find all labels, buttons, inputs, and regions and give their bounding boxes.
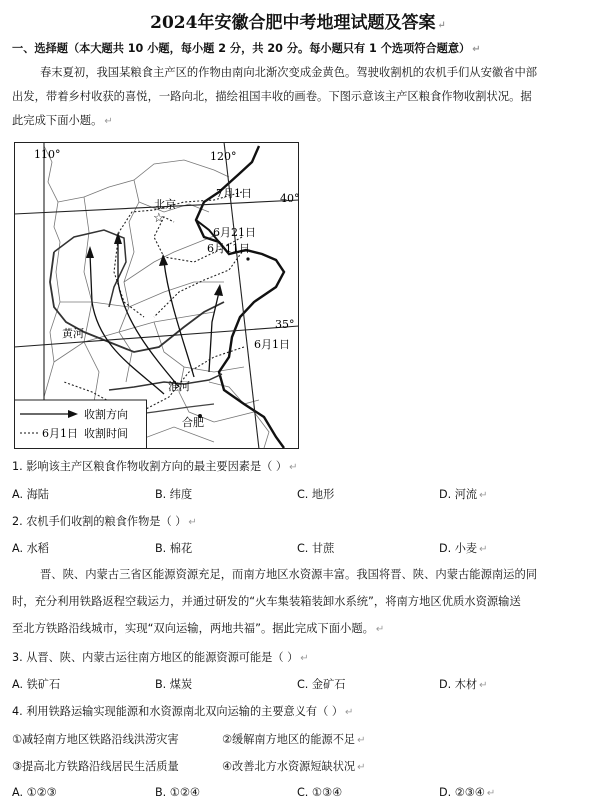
q1-option-c[interactable]: C. 地形 bbox=[297, 488, 335, 501]
label-iso-jun1: 6月1日 bbox=[254, 338, 290, 351]
q3-option-a[interactable]: A. 铁矿石 bbox=[12, 678, 61, 691]
intro1-line3: 此完成下面小题。 ↵ bbox=[12, 114, 113, 127]
intro2-line2: 时，充分利用铁路返程空载运力，并通过研发的“火车集装箱装卸水系统”，将南方地区优质水资源输送 bbox=[12, 595, 521, 608]
q2-stem: 2. 农机手们收割的粮食作物是（ ） ↵ bbox=[12, 515, 197, 528]
q2-option-d[interactable]: D. 小麦 ↵ bbox=[439, 542, 488, 555]
q3-stem: 3. 从晋、陕、内蒙古运往南方地区的能源资源可能是（ ） ↵ bbox=[12, 651, 309, 664]
label-iso-jun21: 6月21日 bbox=[213, 226, 256, 239]
q4-statement-1: ①减轻南方地区铁路沿线洪涝灾害 bbox=[12, 733, 179, 746]
label-huanghe: 黄河 bbox=[62, 327, 84, 340]
q3-option-b[interactable]: B. 煤炭 bbox=[155, 678, 193, 691]
label-iso-jul1: 7月1日 bbox=[216, 187, 252, 200]
page-title: 2024年安徽合肥中考地理试题及答案 ↵ bbox=[150, 13, 446, 33]
q4-option-b[interactable]: B. ①②④ bbox=[155, 786, 200, 799]
q3-option-c[interactable]: C. 金矿石 bbox=[297, 678, 346, 691]
intro2-line3: 至北方铁路沿线城市，实现“双向运输，两地共福”。据此完成下面小题。 ↵ bbox=[12, 622, 385, 635]
q4-option-d[interactable]: D. ②③④ ↵ bbox=[439, 786, 496, 799]
q4-option-c[interactable]: C. ①③④ bbox=[297, 786, 343, 799]
q4-statement-2: ②缓解南方地区的能源不足 ↵ bbox=[222, 733, 366, 746]
legend-time-date: 6月1日 bbox=[42, 427, 78, 440]
q4-stem: 4. 利用铁路运输实现能源和水资源南北双向运输的主要意义有（ ） ↵ bbox=[12, 705, 354, 718]
label-hefei: 合肥 bbox=[182, 416, 204, 429]
beijing-star-icon: ☆ bbox=[153, 211, 165, 226]
intro1-line1: 春末夏初，我国某粮食主产区的作物由南向北渐次变成金黄色。驾驶收割机的农机手们从安徽省中部 bbox=[40, 66, 538, 79]
q2-option-a[interactable]: A. 水稻 bbox=[12, 542, 49, 555]
q1-stem: 1. 影响该主产区粮食作物收割方向的最主要因素是（ ） ↵ bbox=[12, 460, 298, 473]
label-huaihe: 淮河 bbox=[168, 380, 190, 393]
q4-statement-3: ③提高北方铁路沿线居民生活质量 bbox=[12, 760, 179, 773]
label-lat-40: 40° bbox=[280, 192, 299, 205]
q1-option-a[interactable]: A. 海陆 bbox=[12, 488, 49, 501]
label-lon-110: 110° bbox=[34, 148, 61, 161]
q4-statement-4: ④改善北方水资源短缺状况 ↵ bbox=[222, 760, 366, 773]
section-heading: 一、选择题（本大题共 10 小题，每小题 2 分，共 20 分。每小题只有 1 个选项符合题意） ↵ bbox=[12, 42, 481, 55]
q4-option-a[interactable]: A. ①②③ bbox=[12, 786, 57, 799]
q1-option-d[interactable]: D. 河流 ↵ bbox=[439, 488, 488, 501]
legend-time: 收割时间 bbox=[84, 427, 128, 440]
label-lat-35: 35° bbox=[275, 318, 295, 331]
intro1-line2: 出发，带着乡村收获的喜悦，一路向北，描绘祖国丰收的画卷。下图示意该主产区粮食作物收割状况。据 bbox=[12, 90, 532, 103]
label-lon-120: 120° bbox=[210, 150, 237, 163]
q1-option-b[interactable]: B. 纬度 bbox=[155, 488, 193, 501]
q3-option-d[interactable]: D. 木材 ↵ bbox=[439, 678, 488, 691]
legend-direction: 收割方向 bbox=[84, 408, 128, 421]
label-iso-jun11: 6月11日 bbox=[207, 242, 250, 255]
harvest-map bbox=[14, 142, 299, 449]
q2-option-b[interactable]: B. 棉花 bbox=[155, 542, 193, 555]
intro2-line1: 晋、陕、内蒙古三省区能源资源充足，而南方地区水资源丰富。我国将晋、陕、内蒙古能源南运的同 bbox=[40, 568, 538, 581]
label-beijing: 北京 bbox=[154, 198, 176, 211]
q2-option-c[interactable]: C. 甘蔗 bbox=[297, 542, 335, 555]
